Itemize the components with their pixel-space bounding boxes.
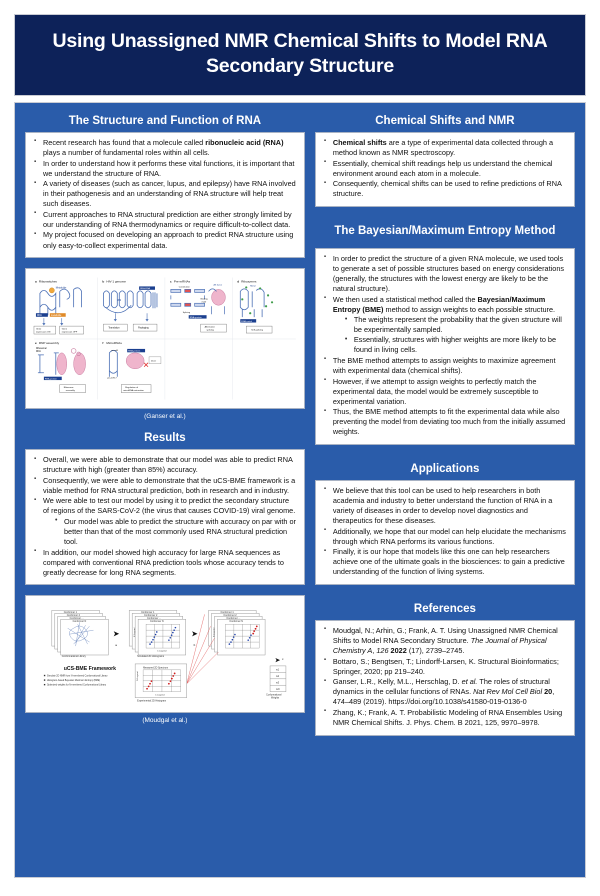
svg-text:RNA: RNA [35, 350, 41, 353]
svg-text:C Legend: C Legend [156, 650, 167, 653]
svg-text:Alternative: Alternative [204, 326, 215, 329]
section-heading-applications: Applications [410, 462, 480, 475]
figure-rna-functions-box [25, 268, 305, 409]
svg-text:Self-splicing: Self-splicing [251, 329, 263, 332]
svg-text:f: f [102, 341, 104, 346]
list-item: ▪ In order to understand how it performs these vital functions, it is important that we understand the structure of RNA. [33, 159, 297, 179]
references-list [323, 626, 567, 728]
svg-text:N Legend: N Legend [137, 671, 140, 682]
list-item: ▪ Consequently, we were able to demonstrate that the uCS-BME framework is a viable method for RNA structural prediction, both in research and in industry. [33, 476, 297, 496]
right-column [315, 111, 575, 867]
list-item: ▪ Current approaches to RNA structural prediction are either strongly limited by our understanding of RNA thermodynamics or require difficult-to-collect data. [33, 210, 297, 230]
section-heading-results: Results [144, 432, 186, 445]
list-item: ▪ A variety of diseases (such as cancer, lupus, and epilepsy) have RNA involved in their pathogenesis and an understanding of RNA structure will help treat such diseases. [33, 179, 297, 209]
svg-text:Conformational Library: Conformational Library [61, 655, 86, 659]
section-heading-references: References [413, 602, 476, 615]
figure-rna-functions-caption: (Ganser et al.) [144, 413, 186, 421]
svg-text:HIV-1 genome: HIV-1 genome [106, 279, 126, 284]
structure-content-box [25, 132, 305, 258]
applications-content-box [315, 480, 575, 585]
sub-bullet-list [43, 517, 297, 547]
svg-text:Constitutive: Constitutive [178, 286, 190, 289]
svg-text:RNA-RNA: RNA-RNA [140, 288, 151, 291]
svg-text:Ribosomal: Ribosomal [35, 348, 47, 351]
svg-text:Metal: Metal [250, 285, 256, 288]
svg-text:c: c [169, 279, 172, 284]
list-item: ▪ Chemical shifts are a type of experimental data collected through a method known as NMR spectroscopy. [323, 138, 567, 158]
results-bullet-list [33, 455, 297, 578]
svg-text:Measured 2D Spectrum: Measured 2D Spectrum [143, 666, 169, 670]
applications-bullet-list [323, 486, 567, 578]
svg-text:a: a [34, 279, 37, 284]
bme-bullet-list [323, 254, 567, 438]
svg-text:RNA-metal: RNA-metal [241, 320, 252, 323]
page-title: Using Unassigned NMR Chemical Shifts to Model RNA Secondary Structure [52, 30, 548, 77]
svg-text:expression OFF: expression OFF [61, 331, 78, 334]
list-item: ▪ Ganser, L.R., Kelly, M.L., Herschlag, D. et al. The roles of structural dynamics in the cellular functions of RNAs. Nat Rev Mol Cell Biol 20, 474–489 (2019). https://doi.org/10.1038/s41580-019-0136-0 [323, 677, 567, 707]
svg-text:Packaging: Packaging [138, 327, 149, 330]
svg-text:N Legend: N Legend [213, 628, 216, 638]
list-item: ▪ Thus, the BME method attempts to fit the experimental data while also preventing the model from deviating too much from the initially assumed weights. [323, 407, 567, 437]
figure-rna-functions [30, 273, 300, 404]
svg-text:Simulate 2D NMR from N-membere: Simulate 2D NMR from N-membered Conformational Library [46, 675, 108, 678]
list-item: ▪ In order to predict the structure of a given RNA molecule, we used tools to generate a set of possible structures based on energy considerations (generally, the structures with the lowest energy are likely to be the natural structure). [323, 254, 567, 294]
rna-functions-diagram [30, 273, 300, 404]
figure-ucsbme-box [25, 595, 305, 713]
svg-text:w3: w3 [276, 681, 280, 685]
svg-text:Riboswitches: Riboswitches [38, 279, 57, 284]
svg-text:Conformer ...: Conformer ... [226, 617, 241, 621]
svg-text:Weights: Weights [271, 697, 280, 700]
list-item: ▪ Consequently, chemical shifts can be used to refine predictions of RNA structure. [323, 179, 567, 199]
svg-text:Conformer ...: Conformer ... [69, 617, 84, 621]
svg-text:RNA-protein: RNA-protein [44, 378, 57, 381]
svg-text:RNP assembly: RNP assembly [38, 341, 60, 346]
svg-text:w2: w2 [276, 675, 280, 679]
svg-text:Splicing: Splicing [182, 312, 191, 315]
nmr-content-box [315, 132, 575, 207]
svg-text:Dicer: Dicer [151, 360, 157, 363]
list-item: ▪ In addition, our model showed high accuracy for large RNA sequences as compared with conventional RNA prediction tools whose accuracy tends to greatly decrease for long RNA segments. [33, 548, 297, 578]
svg-text:N Legend: N Legend [134, 628, 137, 638]
list-item: ▪ Finally, it is our hope that models like this one can help researchers achieve one of the ultimate goals in the biosciences: to gain a predictive understanding of the function of living systems. [323, 547, 567, 577]
section-heading-structure: The Structure and Function of RNA [68, 114, 262, 127]
svg-text:Conformer N: Conformer N [72, 620, 87, 624]
svg-text:Regulation of: Regulation of [125, 387, 139, 390]
svg-text:metabolite: metabolite [50, 315, 62, 318]
svg-text:MicroRNAs: MicroRNAs [106, 341, 122, 346]
sub-list-item: • Essentially, structures with higher weights are more likely to be found in living cells. [344, 335, 567, 355]
list-item: ▪ My project focused on developing an approach to predict RNA structure using only easy-to-collect experimental data. [33, 230, 297, 250]
svg-text:pri-miR: pri-miR [111, 349, 119, 352]
list-item: ▪ Zhang, K.; Frank, A. T. Probabilistic Modeling of RNA Ensembles Using NMR Chemical Shifts. J. Phys. Chem. B 2021, 125, 9970–9978. [323, 708, 567, 728]
svg-text:expression ON: expression ON [35, 331, 51, 334]
list-item: ▪ We were able to test our model by using it to predict the secondary structure of regions of the SARS-CoV-2 (the virus that causes COVID-19) viral genome. • Our model was able to predict the structure with accuracy on par with or better than that of the most commonly used RNA structural prediction tool. [33, 496, 297, 547]
left-column [25, 111, 305, 867]
svg-text:Histogram-based Bayesian Maxim: Histogram-based Bayesian Maximum Entropy (BME) [46, 680, 101, 683]
svg-text:Conformer 2: Conformer 2 [223, 614, 237, 618]
list-item: ▪ Recent research has found that a molecule called ribonucleic acid (RNA) plays a number of fundamental roles within all cells. [33, 138, 297, 158]
list-item: ▪ Overall, we were able to demonstrate that our model was able to predict RNA structure with high (greater than 85%) accuracy. [33, 455, 297, 475]
section-heading-nmr: Chemical Shifts and NMR [375, 114, 515, 127]
svg-text:Conformer 2: Conformer 2 [144, 614, 158, 618]
poster-title-banner [14, 14, 586, 96]
svg-text:a: a [115, 643, 117, 648]
svg-text:c: c [281, 657, 284, 662]
list-item: ▪ However, if we attempt to assign weights to perfectly match the experimental data, the model would be extremely susceptible to experimental variation. [323, 377, 567, 407]
svg-text:splicing: splicing [206, 329, 214, 332]
list-item: ▪ We then used a statistical method called the Bayesian/Maximum Entropy (BME) method to assign weights to each possible structure. • The weights represent the probability that the given structure will be experimentally sampled. • Essentially, structures with higher weights are more likely to be found in living cells. [323, 295, 567, 356]
svg-text:assembly: assembly [65, 390, 75, 393]
sub-list-item: • Our model was able to predict the structure with accuracy on par with or better than that of the most commonly used RNA structural prediction tool. [54, 517, 297, 547]
svg-text:wN: wN [276, 688, 280, 692]
svg-text:microRNA maturation: microRNA maturation [123, 390, 144, 393]
svg-text:Gene: Gene [35, 328, 42, 331]
svg-text:➤: ➤ [275, 658, 280, 665]
svg-text:b: b [193, 643, 196, 648]
svg-text:e: e [34, 341, 37, 346]
sub-list-item: • The weights represent the probability that the given structure will be experimentally sampled. [344, 315, 567, 335]
svg-text:Pre-mRNAs: Pre-mRNAs [173, 279, 191, 284]
list-item: ▪ We believe that this tool can be used to help researchers in both academia and industry to better understand the function of RNA in a variety of diseases in order to develop novel diagnostics and therapeutics for these diseases. [323, 486, 567, 526]
svg-text:Conformer N: Conformer N [150, 620, 164, 624]
list-item: ▪ Moudgal, N.; Arhin, G.; Frank, A. T. Using Unassigned NMR Chemical Shifts to Model RNA Secondary Structure. The Journal of Physical Chemistry A, 126 2022 (17), 2739–2745. [323, 626, 567, 656]
svg-text:Simulated 2D Histograms: Simulated 2D Histograms [137, 655, 165, 659]
poster-body [14, 102, 586, 878]
references-content-box [315, 620, 575, 736]
svg-text:RNA-protein: RNA-protein [128, 350, 141, 353]
svg-text:Conformer 1: Conformer 1 [141, 611, 155, 615]
ucsbme-diagram [30, 600, 300, 708]
figure-ucsbme-framework [30, 600, 300, 708]
svg-text:AS factor: AS factor [213, 284, 223, 287]
bme-content-box [315, 248, 575, 445]
figure-ucsbme-caption: (Moudgal et al.) [142, 717, 188, 725]
results-content-box [25, 449, 305, 585]
structure-bullet-list [33, 138, 297, 251]
svg-text:motif: motif [201, 301, 207, 304]
svg-text:➤: ➤ [191, 631, 198, 639]
section-heading-bme: The Bayesian/Maximum Entropy Method [334, 224, 556, 237]
svg-text:Conformer 1: Conformer 1 [63, 611, 77, 615]
list-item: ▪ Bottaro, S.; Bengtsen, T.; Lindorff-Larsen, K. Structural Bioinformatics; Springer, 2020; pp 219–240. [323, 657, 567, 677]
svg-text:d: d [237, 279, 240, 284]
svg-text:Metabolite: Metabolite [55, 287, 67, 290]
svg-text:b: b [102, 279, 105, 284]
svg-text:Conformer 1: Conformer 1 [220, 611, 234, 615]
svg-text:Conformational: Conformational [266, 695, 282, 698]
svg-text:RNA-protein: RNA-protein [189, 316, 202, 319]
svg-text:C Legend: C Legend [154, 694, 165, 697]
sub-bullet-list [333, 315, 567, 355]
svg-text:gag: gag [117, 299, 122, 302]
svg-text:Conformer ...: Conformer ... [147, 617, 161, 621]
nmr-bullet-list [323, 138, 567, 199]
svg-text:Conformer N: Conformer N [229, 620, 243, 624]
list-item: ▪ Essentially, chemical shift readings help us understand the chemical environment around each atom in a molecule. [323, 159, 567, 179]
svg-text:➤: ➤ [113, 631, 120, 639]
svg-text:Conformer 2: Conformer 2 [66, 614, 80, 618]
svg-text:Translation: Translation [108, 327, 120, 330]
svg-text:Ribosome: Ribosome [63, 387, 74, 390]
list-item: ▪ The BME method attempts to assign weights to maximize agreement with experimental data (chemical shifts). [323, 356, 567, 376]
svg-text:RNA: RNA [36, 315, 42, 318]
svg-text:pre-miR-?: pre-miR-? [107, 377, 117, 380]
svg-text:Binding: Binding [200, 298, 208, 301]
svg-text:Ribozymes: Ribozymes [241, 279, 257, 284]
ucsbme-framework-title: uCS-BME Framework [63, 666, 117, 673]
list-item: ▪ Additionally, we hope that our model can help elucidate the mechanisms through which RNA performs its various functions. [323, 527, 567, 547]
svg-text:Gene: Gene [61, 328, 68, 331]
svg-text:w1: w1 [276, 668, 280, 672]
svg-text:Optimized weights for N-member: Optimized weights for N-membered Conformational Library [46, 685, 107, 688]
svg-text:Experimental 2D Histogram: Experimental 2D Histogram [137, 699, 167, 703]
